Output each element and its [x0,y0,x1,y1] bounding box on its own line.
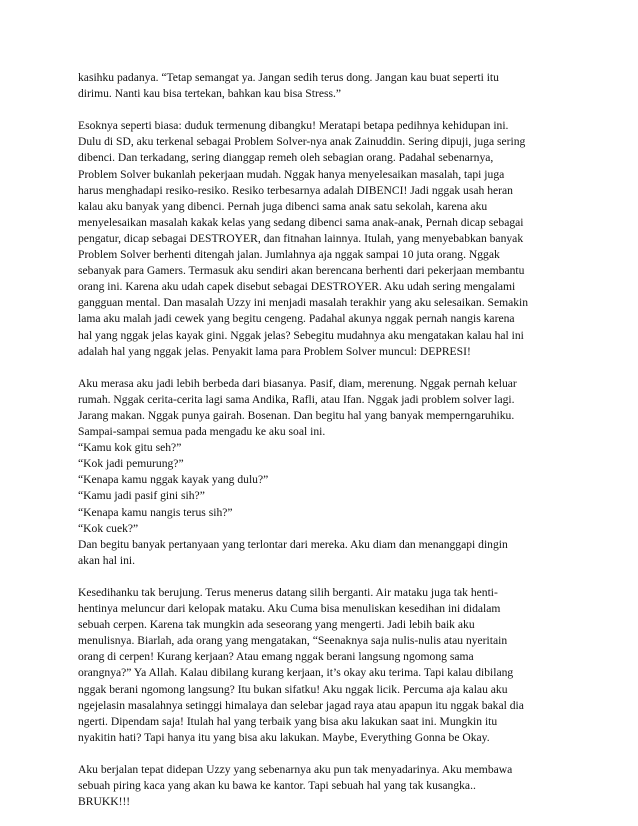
text-line: hal yang nggak jelas kayak gini. Nggak jelas? Sebegitu mudahnya aku mengatakan kalau hal ini [78,328,524,342]
text-line: Dan begitu banyak pertanyaan yang terlontar dari mereka. Aku diam dan menanggapi dingin [78,537,508,551]
text-line: Dulu di SD, aku terkenal sebagai Problem Solver-nya anak Zainuddin. Sering dipuji, juga sering [78,135,526,149]
text-line: orangnya?” Ya Allah. Kalau dibilang kurang kerjaan, it’s okay aku terima. Tapi kalau dibilang [78,666,514,680]
text-line: menyelesaikan masalah kakak kelas yang sedang dibenci sama anak-anak, Pernah dicap sebagai [78,215,524,229]
text-line: nggak berani ngomong langsung? Itu bukan sifatku! Aku nggak licik. Percuma aja kalau aku [78,682,508,696]
text-line: sebuah cerpen. Karena tak mungkin ada seseorang yang mengerti. Jadi lebih baik aku [78,618,475,632]
paragraph [78,376,570,569]
text-line: kasihku padanya. “Tetap semangat ya. Jangan sedih terus dong. Jangan kau buat seperti itu [78,71,499,84]
text-line: BRUKK!!! [78,795,131,809]
text-line: lama aku malah jadi cewek yang begitu cengeng. Padahal akunya nggak pernah nangis karena [78,312,515,326]
text-line: orang di cerpen! Kurang kerjaan? Atau emang nggak berani langsung ngomong sama [78,650,474,664]
text-line: “Kenapa kamu nggak kayak yang dulu?” [78,473,269,487]
paragraph [78,118,570,359]
text-line: Problem Solver berhenti ditengah jalan. Jumlahnya aja nggak sampai 10 juta orang. Nggak [78,248,500,262]
text-line: pengatur, dicap sebagai DESTROYER, dan fitnahan lainnya. Itulah, yang menyebabkan banyak [78,231,524,245]
paragraph [78,585,570,746]
text-line: “Kok cuek?” [78,521,139,535]
text-line: menulisnya. Biarlah, ada orang yang mengatakan, “Seenaknya saja nulis-nulis atau nyeritain [78,634,508,648]
text-line: sebanyak para Gamers. Termasuk aku sendiri akan berencana berhenti dari pekerjaan membantu [78,264,525,278]
text-line: dirimu. Nanti kau bisa tertekan, bahkan kau bisa Stress.” [78,87,342,101]
text-line: “Kamu jadi pasif gini sih?” [78,489,205,503]
text-line: akan hal ini. [78,553,135,567]
text-line: Sampai-sampai semua pada mengadu ke aku soal ini. [78,425,326,439]
document-page [78,70,570,826]
text-line: harus menghadapi resiko-resiko. Resiko terbesarnya adalah DIBENCI! Jadi nggak usah heran [78,183,513,197]
text-line: rumah. Nggak cerita-cerita lagi sama Andika, Rafli, atau Ifan. Nggak jadi problem solver lagi. [78,392,515,406]
text-line: “Kamu kok gitu seh?” [78,441,182,455]
text-line: Jarang makan. Nggak punya gairah. Bosenan. Dan begitu hal yang banyak memperngaruhiku. [78,408,515,422]
text-line: Aku merasa aku jadi lebih berbeda dari biasanya. Pasif, diam, merenung. Nggak pernah keluar [78,376,517,390]
text-line: kalau aku banyak yang dibenci. Pernah juga dibenci sama anak satu sekolah, karena aku [78,199,488,213]
text-line: “Kenapa kamu nangis terus sih?” [78,505,233,519]
text-line: adalah hal yang nggak jelas. Penyakit lama para Problem Solver muncul: DEPRESI! [78,344,471,358]
text-line: Esoknya seperti biasa: duduk termenung dibangku! Meratapi betapa pedihnya kehidupan ini. [78,119,509,133]
paragraph [78,762,570,810]
text-line: “Kok jadi pemurung?” [78,457,184,471]
text-line: orang ini. Karena aku udah capek disebut sebagai DESTROYER. Aku udah sering mengalami [78,280,516,294]
text-line: sebuah piring kaca yang akan ku bawa ke kantor. Tapi sebuah hal yang tak kusangka.. [78,779,476,793]
text-line: Kesedihanku tak berujung. Terus menerus datang silih berganti. Air mataku juga tak henti- [78,586,498,599]
text-line: ngejelasin masalahnya setinggi himalaya dan selebar jagad raya atau apapun itu nggak bakal dia [78,698,524,712]
text-line: ngerti. Dipendam saja! Itulah hal yang terbaik yang bisa aku lakukan saat ini. Mungkin itu [78,714,498,728]
paragraph [78,70,570,102]
text-line: dibenci. Dan terkadang, sering dianggap remeh oleh sebagian orang. Padahal sebenarnya, [78,151,494,165]
text-line: hentinya meluncur dari kelopak mataku. Aku Cuma bisa menuliskan kesedihan ini didalam [78,602,501,616]
text-line: Problem Solver bukanlah pekerjaan mudah. Nggak hanya menyelesaikan masalah, tapi juga [78,167,505,181]
text-line: gangguan mental. Dan masalah Uzzy ini menjadi masalah terakhir yang aku selesaikan. Semakin [78,296,529,310]
text-line: nyakitin hati? Tapi hanya itu yang bisa aku lakukan. Maybe, Everything Gonna be Okay. [78,730,490,744]
text-line: Aku berjalan tepat didepan Uzzy yang sebenarnya aku pun tak menyadarinya. Aku membawa [78,763,513,777]
